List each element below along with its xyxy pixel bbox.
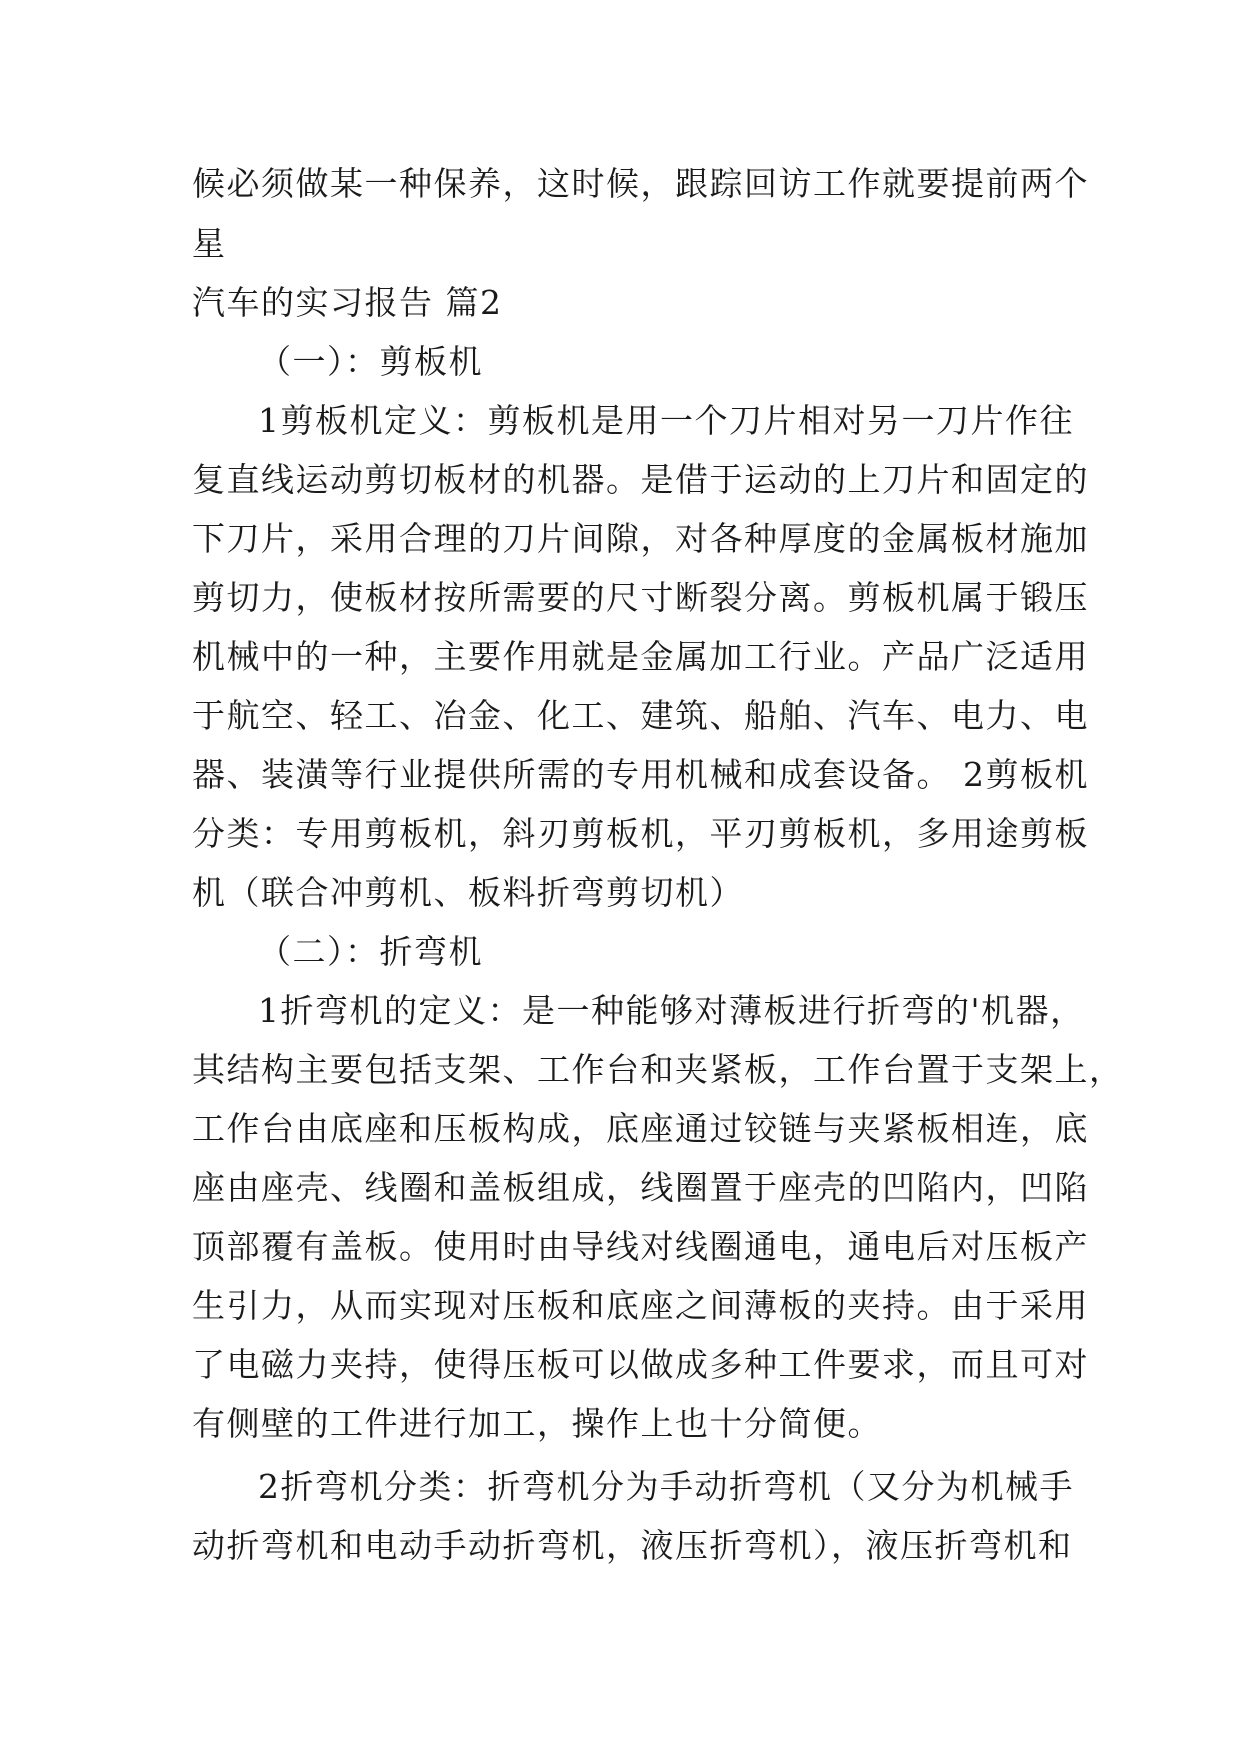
- text-line: 机（联合冲剪机、板料折弯剪切机）: [192, 873, 744, 912]
- subsection-heading: （二）：折弯机: [258, 932, 483, 971]
- text-line: 分类：专用剪板机，斜刃剪板机，平刃剪板机，多用途剪板: [192, 814, 1089, 853]
- text-line: 生引力，从而实现对压板和底座之间薄板的夹持。由于采用: [192, 1286, 1089, 1325]
- text-line: 顶部覆有盖板。使用时由导线对线圈通电，通电后对压板产: [192, 1227, 1089, 1266]
- text-line: 候必须做某一种保养，这时候，跟踪回访工作就要提前两个: [192, 164, 1089, 203]
- text-line: 星: [192, 224, 227, 263]
- text-line: 复直线运动剪切板材的机器。是借于运动的上刀片和固定的: [192, 460, 1089, 499]
- text-line: 有侧壁的工件进行加工，操作上也十分简便。: [192, 1404, 882, 1443]
- text-line: 了电磁力夹持，使得压板可以做成多种工件要求，而且可对: [192, 1345, 1089, 1384]
- text-line: 器、装潢等行业提供所需的专用机械和成套设备。 2剪板机: [192, 755, 1089, 794]
- text-line: 工作台由底座和压板构成，底座通过铰链与夹紧板相连，底: [192, 1109, 1089, 1148]
- text-line: 动折弯机和电动手动折弯机，液压折弯机），液压折弯机和: [192, 1526, 1073, 1565]
- text-line: 2折弯机分类：折弯机分为手动折弯机（又分为机械手: [258, 1467, 1074, 1506]
- text-line: 座由座壳、线圈和盖板组成，线圈置于座壳的凹陷内，凹陷: [192, 1168, 1089, 1207]
- subsection-heading: （一）：剪板机: [258, 342, 483, 381]
- text-line: 其结构主要包括支架、工作台和夹紧板，工作台置于支架上，: [192, 1050, 1124, 1089]
- text-line: 1折弯机的定义：是一种能够对薄板进行折弯的'机器，: [258, 991, 1085, 1030]
- text-line: 剪切力，使板材按所需要的尺寸断裂分离。剪板机属于锻压: [192, 578, 1089, 617]
- text-line: 下刀片，采用合理的刀片间隙，对各种厚度的金属板材施加: [192, 519, 1089, 558]
- text-line: 1剪板机定义：剪板机是用一个刀片相对另一刀片作往: [258, 401, 1074, 440]
- text-line: 于航空、轻工、冶金、化工、建筑、船舶、汽车、电力、电: [192, 696, 1089, 735]
- section-heading: 汽车的实习报告 篇2: [192, 283, 503, 322]
- text-line: 机械中的一种，主要作用就是金属加工行业。产品广泛适用: [192, 637, 1089, 676]
